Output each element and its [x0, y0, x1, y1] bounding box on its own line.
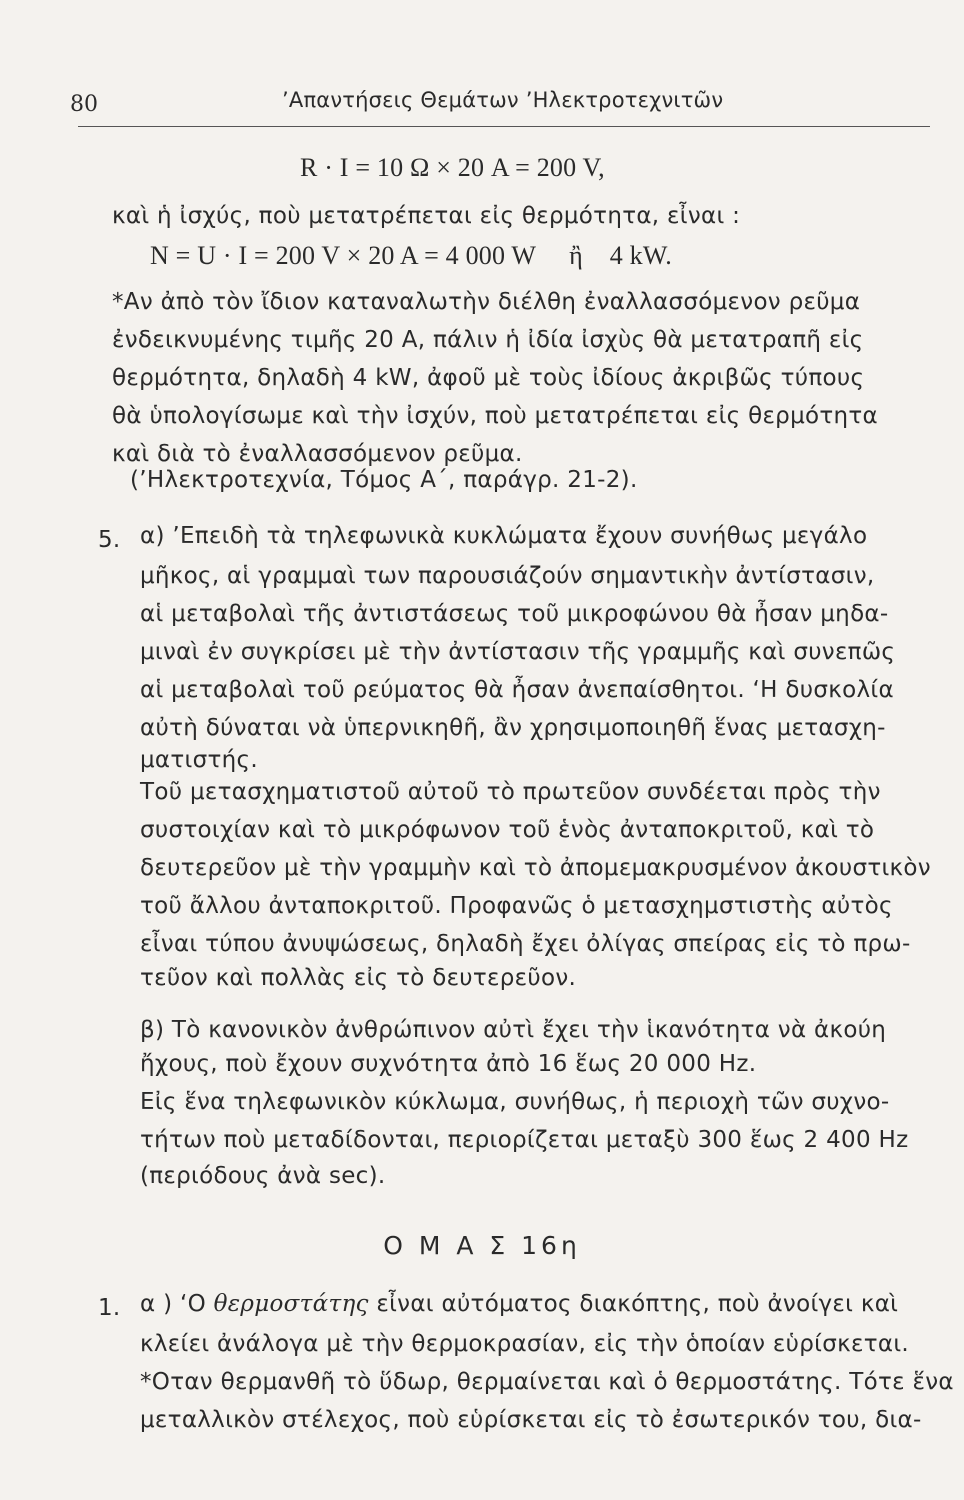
text-line: τήτων ποὺ μεταδίδονται, περιορίζεται μεταξὺ 300 ἕως 2 400 Hz [140, 1127, 909, 1153]
text-line: (περιόδους ἀνὰ sec). [140, 1163, 386, 1189]
section-heading: Ο Μ Α Σ 16η [383, 1231, 581, 1260]
text-line [140, 1288, 924, 1320]
text-line: *Αν ἀπὸ τὸν ἴδιον καταναλωτὴν διέλθη ἐναλλασσόμενον ρεῦμα [112, 289, 861, 315]
text-line: αἱ μεταβολαὶ τῆς ἀντιστάσεως τοῦ μικροφώνου θὰ ἦσαν μηδα- [140, 601, 889, 627]
text-line: ἤχους, ποὺ ἔχουν συχνότητα ἀπὸ 16 ἕως 20 000 Hz. [140, 1051, 757, 1077]
formula-power: N = U · I = 200 V × 20 A = 4 000 W ἢ 4 kW. [150, 241, 672, 270]
text-line: μῆκος, αἱ γραμμαὶ των παρουσιάζούν σημαντικὴν ἀντίστασιν, [140, 563, 875, 589]
text-line: Εἰς ἕνα τηλεφωνικὸν κύκλωμα, συνήθως, ἡ περιοχὴ τῶν συχνο- [140, 1089, 890, 1115]
text-line: *Οταν θερμανθῆ τὸ ὕδωρ, θερμαίνεται καὶ ὁ θερμοστάτης. Τότε ἕνα [140, 1369, 954, 1395]
question-number-1: 1. [98, 1295, 121, 1321]
text-line: αὐτὴ δύναται νὰ ὑπερνικηθῆ, ἂν χρησιμοποιηθῆ ἕνας μετασχη- [140, 715, 886, 741]
text-line: αἱ μεταβολαὶ τοῦ ρεύματος θὰ ἦσαν ἀνεπαίσθητοι. ‘Η δυσκολία [140, 677, 894, 703]
text-line: τεῦον καὶ πολλὰς εἰς τὸ δευτερεῦον. [140, 965, 577, 991]
text-line: ματιστής. [140, 747, 258, 773]
text-line: Τοῦ μετασχηματιστοῦ αὐτοῦ τὸ πρωτεῦον συνδέεται πρὸς τὴν [140, 779, 881, 805]
text-line: κλείει ἀνάλογα μὲ τὴν θερμοκρασίαν, εἰς τὴν ὁποίαν εὑρίσκεται. [140, 1331, 910, 1357]
text-line: θερμότητα, δηλαδὴ 4 kW, ἀφοῦ μὲ τοὺς ἰδίους ἀκριβῶς τύπους [112, 365, 865, 391]
item-label: α ) ‘Ο [140, 1291, 214, 1317]
header-rule [78, 126, 930, 127]
text-line: β) Τὸ κανονικὸν ἀνθρώπινον αὐτὶ ἔχει τὴν ἱκανότητα νὰ ἀκούη [140, 1017, 887, 1043]
text-line: καὶ διὰ τὸ ἐναλλασσόμενον ρεῦμα. [112, 441, 523, 467]
term-thermostat: θερμοστάτης [213, 1291, 369, 1317]
text-line: εἶναι τύπου ἀνυψώσεως, δηλαδὴ ἔχει ὀλίγας σπείρας εἰς τὸ πρω- [140, 931, 911, 957]
text-line: καὶ ἡ ἰσχύς, ποὺ μετατρέπεται εἰς θερμότητα, εἶναι : [112, 203, 741, 229]
text-line: συστοιχίαν καὶ τὸ μικρόφωνον τοῦ ἑνὸς ἀνταποκριτοῦ, καὶ τὸ [140, 817, 875, 843]
formula-voltage: R · I = 10 Ω × 20 A = 200 V, [300, 153, 605, 182]
text-line: μιναὶ ἐν συγκρίσει μὲ τὴν ἀντίστασιν τῆς γραμμῆς καὶ συνεπῶς [140, 639, 896, 665]
text-segment: εἶναι αὐτόματος διακόπτης, ποὺ ἀνοίγει καὶ [368, 1291, 899, 1317]
question-number-5: 5. [98, 527, 121, 553]
text-line: τοῦ ἄλλου ἀνταποκριτοῦ. Προφανῶς ὁ μετασχημστιστὴς αὐτὸς [140, 893, 893, 919]
running-title: ’Απαντήσεις Θεμάτων ’Ηλεκτροτεχνιτῶν [282, 88, 724, 112]
text-line: ἐνδεικνυμένης τιμῆς 20 A, πάλιν ἡ ἰδία ἰσχὺς θὰ μετατραπῆ εἰς [112, 327, 864, 353]
text-line: α) ’Επειδὴ τὰ τηλεφωνικὰ κυκλώματα ἔχουν συνήθως μεγάλο [140, 523, 868, 549]
text-line: θὰ ὑπολογίσωμε καὶ τὴν ἰσχύν, ποὺ μετατρέπεται εἰς θερμότητα [112, 403, 879, 429]
page-header [70, 86, 924, 126]
text-line: δευτερεῦον μὲ τὴν γραμμὴν καὶ τὸ ἀπομεμακρυσμένον ἀκουστικὸν [140, 855, 931, 881]
text-line: μεταλλικὸν στέλεχος, ποὺ εὑρίσκεται εἰς τὸ ἐσωτερικόν του, δια- [140, 1407, 922, 1433]
reference: (’Ηλεκτροτεχνία, Τόμος Α΄, παράγρ. 21-2). [130, 467, 638, 493]
page-number: 80 [70, 92, 98, 117]
